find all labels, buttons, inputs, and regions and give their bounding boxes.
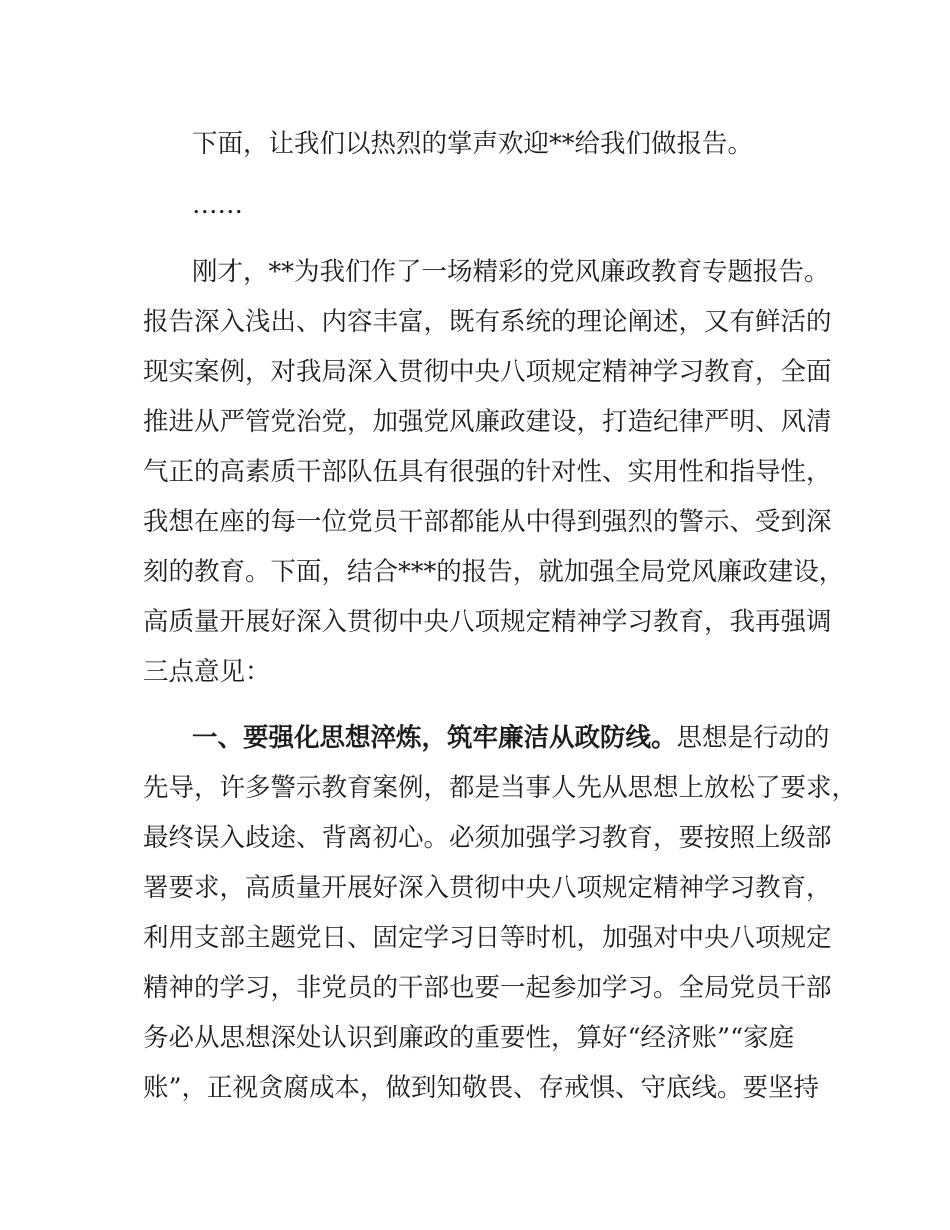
paragraph-4-line-4: 署要求，高质量开展好深入贯彻中央八项规定精神学习教育， [143,873,832,903]
paragraph-3-line-6: 我想在座的每一位党员干部都能从中得到强烈的警示、受到深 [143,507,832,537]
paragraph-3-line-9: 三点意见： [143,657,271,687]
paragraph-4-line-1 [192,718,830,758]
paragraph-4-line-8: 账”，正视贪腐成本，做到知敬畏、存戒惧、守底线。要坚持 [143,1073,820,1103]
paragraph-3-line-7: 刻的教育。下面，结合***的报告，就加强全局党风廉政建设， [143,557,845,587]
paragraph-4-line-5: 利用支部主题党日、固定学习日等时机，加强对中央八项规定 [143,923,832,953]
paragraph-3-line-5: 气正的高素质干部队伍具有很强的针对性、实用性和指导性， [143,457,832,487]
paragraph-3-line-1: 刚才，**为我们作了一场精彩的党风廉政教育专题报告。 [192,257,830,287]
ellipsis-line: …… [192,190,243,220]
paragraph-3-line-3: 现实案例，对我局深入贯彻中央八项规定精神学习教育，全面 [143,357,832,387]
paragraph-3-line-8: 高质量开展好深入贯彻中央八项规定精神学习教育，我再强调 [143,607,832,637]
paragraph-4-line-1-text: 思想是行动的 [676,723,830,753]
section-heading: 一、要强化思想淬炼，筑牢廉洁从政防线。 [192,723,677,753]
paragraph-4-line-6: 精神的学习，非党员的干部也要一起参加学习。全局党员干部 [143,973,832,1003]
paragraph-4-line-7: 务必从思想深处认识到廉政的重要性，算好“经济账”“家庭 [143,1023,795,1053]
paragraph-3-line-4: 推进从严管党治党，加强党风廉政建设，打造纪律严明、风清 [143,407,832,437]
paragraph-1-line-1: 下面，让我们以热烈的掌声欢迎**给我们做报告。 [192,129,754,159]
paragraph-4-line-2: 先导，许多警示教育案例，都是当事人先从思想上放松了要求， [143,773,858,803]
paragraph-3-line-2: 报告深入浅出、内容丰富，既有系统的理论阐述，又有鲜活的 [143,307,832,337]
paragraph-4-line-3: 最终误入歧途、背离初心。必须加强学习教育，要按照上级部 [143,823,832,853]
